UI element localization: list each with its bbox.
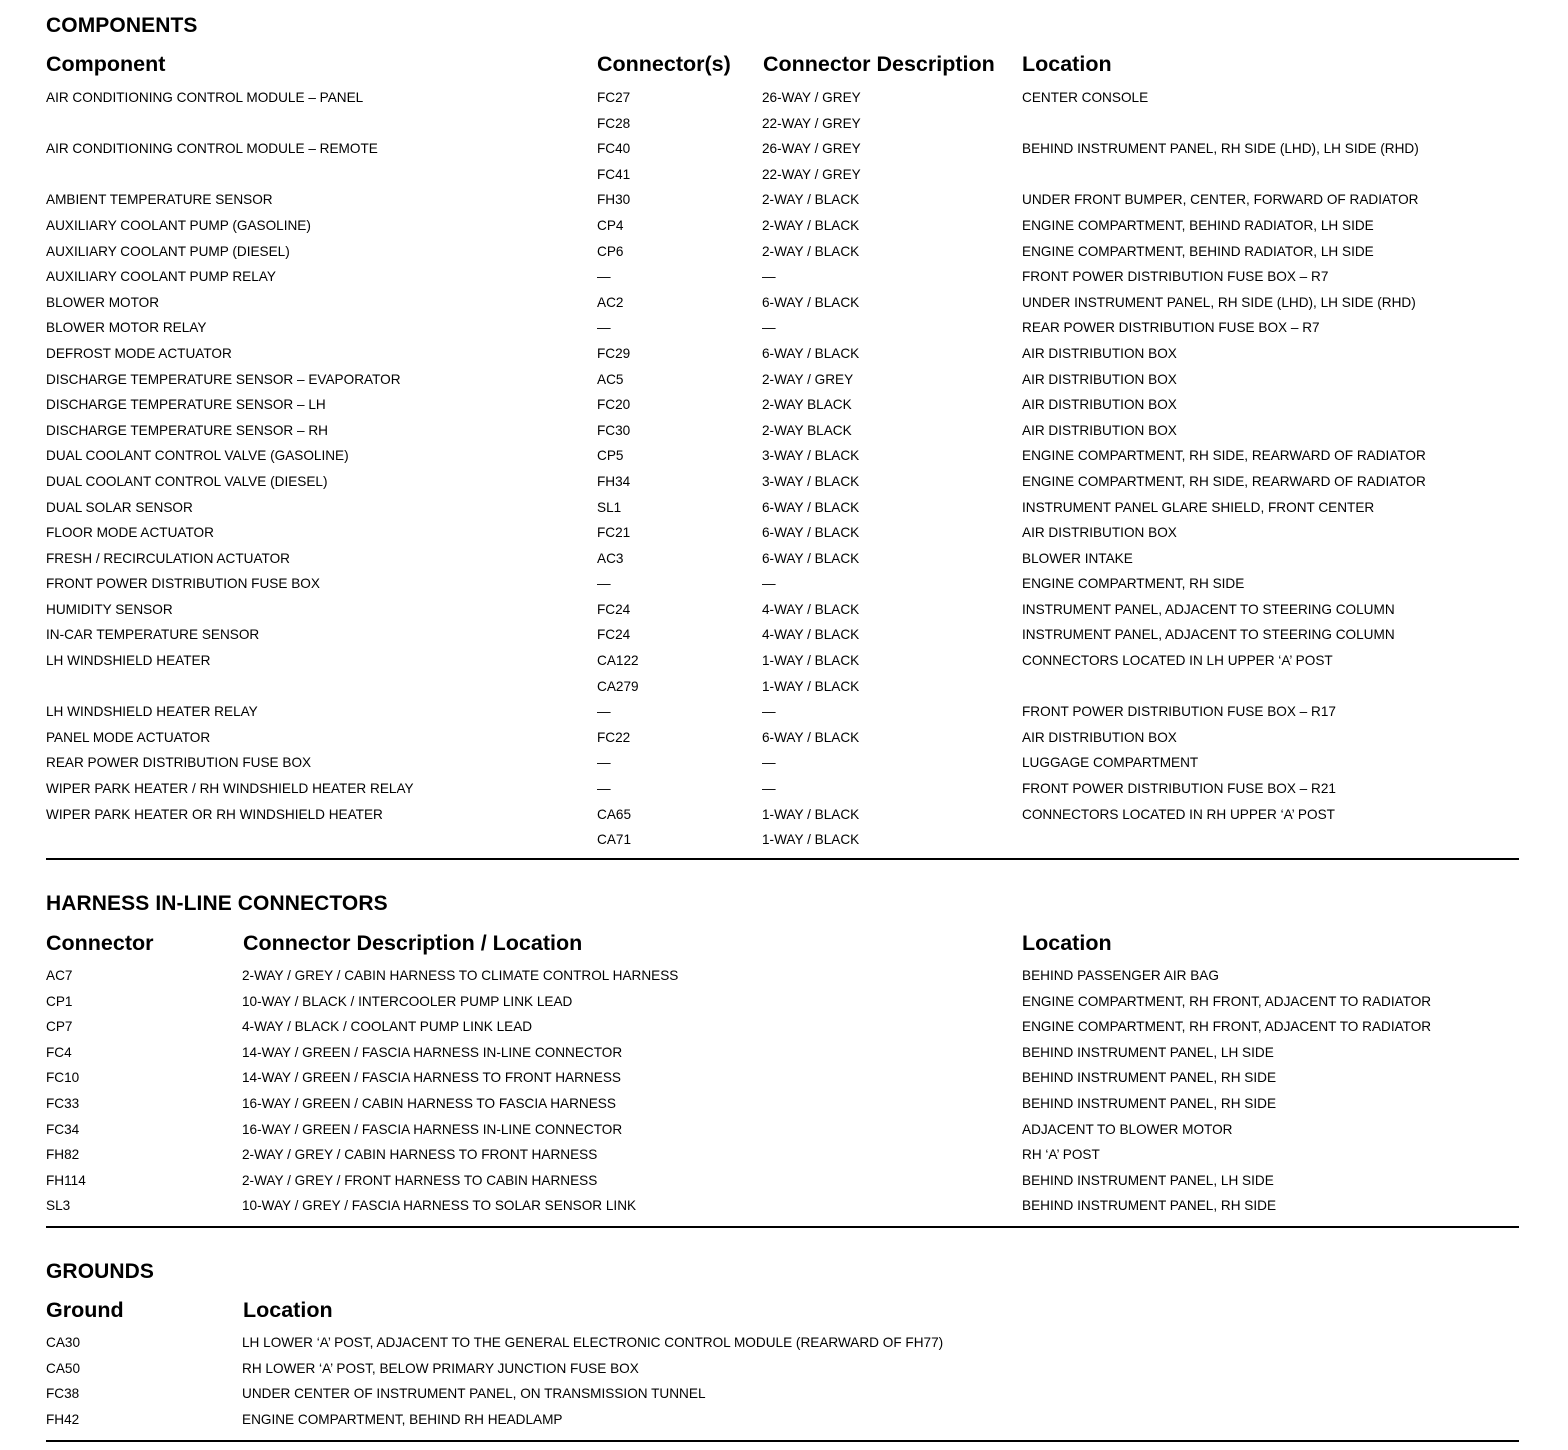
location-cell: ENGINE COMPARTMENT, RH SIDE — [1022, 576, 1245, 592]
table-row — [46, 1386, 1519, 1412]
component-name-cell: FRESH / RECIRCULATION ACTUATOR — [46, 550, 290, 566]
connector-id-cell: AC7 — [46, 968, 73, 983]
table-row — [46, 116, 1519, 142]
table-row — [46, 832, 1519, 858]
connector-description-cell: 2-WAY / BLACK — [762, 192, 860, 208]
grounds-header-ground: Ground — [46, 1298, 124, 1322]
table-row — [46, 704, 1519, 730]
connector-id-cell: CA71 — [597, 832, 632, 848]
location-cell: AIR DISTRIBUTION BOX — [1022, 371, 1177, 387]
connector-description-cell: 1-WAY / BLACK — [762, 678, 860, 694]
connector-description-cell: 14-WAY / GREEN / FASCIA HARNESS TO FRONT HARNESS — [242, 1070, 621, 1086]
table-row — [46, 141, 1519, 167]
connector-description-cell: 2-WAY BLACK — [762, 397, 852, 413]
connector-id-cell: FC28 — [597, 115, 631, 131]
ground-id-cell: CA30 — [46, 1335, 81, 1350]
connector-id-cell: SL1 — [597, 499, 622, 515]
connector-id-cell: — — [597, 704, 611, 720]
table-row — [46, 781, 1519, 807]
harness-table — [46, 968, 1519, 1224]
component-name-cell: DUAL SOLAR SENSOR — [46, 499, 193, 515]
location-cell: AIR DISTRIBUTION BOX — [1022, 397, 1177, 413]
location-cell: ENGINE COMPARTMENT, BEHIND RADIATOR, LH SIDE — [1022, 217, 1374, 233]
connector-description-cell: 3-WAY / BLACK — [762, 448, 860, 464]
location-cell: BEHIND INSTRUMENT PANEL, RH SIDE — [1022, 1198, 1277, 1214]
components-header-connectors: Connector(s) — [597, 52, 731, 76]
connector-id-cell: FC30 — [597, 422, 631, 438]
location-cell: ENGINE COMPARTMENT, BEHIND RH HEADLAMP — [242, 1411, 563, 1427]
connector-id-cell: FH34 — [597, 473, 631, 489]
connector-id-cell: FH82 — [46, 1147, 80, 1163]
connector-id-cell: FC4 — [46, 1044, 72, 1060]
location-cell: FRONT POWER DISTRIBUTION FUSE BOX – R7 — [1022, 269, 1329, 285]
connector-id-cell: CA122 — [597, 653, 639, 669]
connector-description-cell: 4-WAY / BLACK — [762, 627, 860, 643]
components-header-location: Location — [1022, 52, 1112, 76]
location-cell: BEHIND INSTRUMENT PANEL, RH SIDE — [1022, 1070, 1277, 1086]
connector-description-cell: 6-WAY / BLACK — [762, 294, 860, 310]
location-cell: RH LOWER ‘A’ POST, BELOW PRIMARY JUNCTION FUSE BOX — [242, 1360, 639, 1376]
component-name-cell: AIR CONDITIONING CONTROL MODULE – PANEL — [46, 90, 364, 105]
table-row — [46, 1335, 1519, 1361]
connector-description-cell: 6-WAY / BLACK — [762, 525, 860, 541]
connector-id-cell: FC40 — [597, 141, 631, 157]
component-name-cell: REAR POWER DISTRIBUTION FUSE BOX — [46, 755, 312, 771]
connector-id-cell: — — [597, 781, 611, 797]
grounds-table — [46, 1335, 1519, 1437]
connector-id-cell: FC34 — [46, 1121, 80, 1137]
connector-description-cell: 10-WAY / GREY / FASCIA HARNESS TO SOLAR SENSOR LINK — [242, 1198, 637, 1214]
table-row — [46, 602, 1519, 628]
location-cell: INSTRUMENT PANEL GLARE SHIELD, FRONT CENTER — [1022, 499, 1375, 515]
location-cell: UNDER CENTER OF INSTRUMENT PANEL, ON TRANSMISSION TUNNEL — [242, 1386, 706, 1402]
table-row — [46, 397, 1519, 423]
connector-description-cell: 6-WAY / BLACK — [762, 550, 860, 566]
component-name-cell: BLOWER MOTOR RELAY — [46, 320, 207, 336]
connector-description-cell: 1-WAY / BLACK — [762, 806, 860, 822]
component-name-cell: DISCHARGE TEMPERATURE SENSOR – EVAPORATOR — [46, 371, 401, 387]
component-name-cell: DUAL COOLANT CONTROL VALVE (DIESEL) — [46, 473, 328, 489]
component-name-cell: WIPER PARK HEATER OR RH WINDSHIELD HEATER — [46, 806, 383, 822]
table-row — [46, 1096, 1519, 1122]
location-cell: BEHIND PASSENGER AIR BAG — [1022, 968, 1219, 983]
connector-id-cell: AC5 — [597, 371, 624, 387]
table-row — [46, 1147, 1519, 1173]
table-row — [46, 994, 1519, 1020]
component-name-cell: DISCHARGE TEMPERATURE SENSOR – RH — [46, 422, 328, 438]
table-row — [46, 90, 1519, 116]
connector-id-cell: FC24 — [597, 601, 631, 617]
harness-divider — [46, 1226, 1519, 1228]
location-cell: INSTRUMENT PANEL, ADJACENT TO STEERING COLUMN — [1022, 627, 1395, 643]
table-row — [46, 269, 1519, 295]
location-cell: CONNECTORS LOCATED IN LH UPPER ‘A’ POST — [1022, 653, 1333, 669]
component-name-cell: FLOOR MODE ACTUATOR — [46, 525, 214, 541]
table-row — [46, 1173, 1519, 1199]
connector-description-cell: 22-WAY / GREY — [762, 166, 861, 182]
connector-description-cell: 3-WAY / BLACK — [762, 473, 860, 489]
grounds-divider — [46, 1440, 1519, 1442]
location-cell: AIR DISTRIBUTION BOX — [1022, 525, 1177, 541]
connector-id-cell: FC20 — [597, 397, 631, 413]
connector-id-cell: FC10 — [46, 1070, 80, 1086]
location-cell: RH ‘A’ POST — [1022, 1147, 1100, 1163]
connector-description-cell: 2-WAY BLACK — [762, 422, 852, 438]
components-divider — [46, 858, 1519, 860]
table-row — [46, 551, 1519, 577]
connector-id-cell: — — [597, 320, 611, 336]
table-row — [46, 755, 1519, 781]
table-row — [46, 423, 1519, 449]
table-row — [46, 372, 1519, 398]
connector-description-cell: 2-WAY / BLACK — [762, 217, 860, 233]
harness-header-description: Connector Description / Location — [243, 931, 583, 955]
location-cell: BEHIND INSTRUMENT PANEL, RH SIDE (LHD), LH SIDE (RHD) — [1022, 141, 1419, 157]
location-cell: AIR DISTRIBUTION BOX — [1022, 422, 1177, 438]
location-cell: UNDER INSTRUMENT PANEL, RH SIDE (LHD), LH SIDE (RHD) — [1022, 294, 1416, 310]
connector-description-cell: — — [762, 755, 776, 771]
connector-description-cell: — — [762, 576, 776, 592]
table-row — [46, 474, 1519, 500]
location-cell: AIR DISTRIBUTION BOX — [1022, 345, 1177, 361]
connector-description-cell: 6-WAY / BLACK — [762, 499, 860, 515]
component-name-cell: BLOWER MOTOR — [46, 294, 160, 310]
connector-description-cell: 26-WAY / GREY — [762, 90, 861, 105]
connector-description-cell: 2-WAY / GREY — [762, 371, 854, 387]
connector-id-cell: — — [597, 755, 611, 771]
location-cell: FRONT POWER DISTRIBUTION FUSE BOX – R17 — [1022, 704, 1336, 720]
connector-id-cell: FC27 — [597, 90, 631, 105]
connector-id-cell: CP7 — [46, 1019, 73, 1035]
connector-description-cell: 16-WAY / GREEN / CABIN HARNESS TO FASCIA HARNESS — [242, 1095, 616, 1111]
connector-description-cell: 26-WAY / GREY — [762, 141, 861, 157]
component-name-cell: DUAL COOLANT CONTROL VALVE (GASOLINE) — [46, 448, 349, 464]
harness-header-location: Location — [1022, 931, 1112, 955]
location-cell: UNDER FRONT BUMPER, CENTER, FORWARD OF RADIATOR — [1022, 192, 1419, 208]
connector-id-cell: AC3 — [597, 550, 624, 566]
table-row — [46, 192, 1519, 218]
harness-header-connector: Connector — [46, 931, 154, 955]
table-row — [46, 653, 1519, 679]
component-name-cell: HUMIDITY SENSOR — [46, 601, 173, 617]
connector-description-cell: 6-WAY / BLACK — [762, 345, 860, 361]
connector-description-cell: — — [762, 269, 776, 285]
ground-id-cell: FC38 — [46, 1386, 80, 1402]
connector-description-cell: 16-WAY / GREEN / FASCIA HARNESS IN-LINE CONNECTOR — [242, 1121, 623, 1137]
location-cell: BEHIND INSTRUMENT PANEL, LH SIDE — [1022, 1044, 1274, 1060]
connector-id-cell: CA279 — [597, 678, 639, 694]
location-cell: ENGINE COMPARTMENT, RH FRONT, ADJACENT TO RADIATOR — [1022, 993, 1432, 1009]
table-row — [46, 1019, 1519, 1045]
connector-description-cell: 10-WAY / BLACK / INTERCOOLER PUMP LINK LEAD — [242, 993, 573, 1009]
table-row — [46, 295, 1519, 321]
connector-id-cell: FH114 — [46, 1172, 86, 1188]
table-row — [46, 730, 1519, 756]
component-name-cell: WIPER PARK HEATER / RH WINDSHIELD HEATER RELAY — [46, 781, 414, 797]
connector-id-cell: CP5 — [597, 448, 624, 464]
table-row — [46, 244, 1519, 270]
ground-id-cell: FH42 — [46, 1411, 80, 1427]
component-name-cell: AMBIENT TEMPERATURE SENSOR — [46, 192, 273, 208]
table-row — [46, 1122, 1519, 1148]
table-row — [46, 500, 1519, 526]
table-row — [46, 627, 1519, 653]
table-row — [46, 1045, 1519, 1071]
table-row — [46, 679, 1519, 705]
location-cell: ADJACENT TO BLOWER MOTOR — [1022, 1121, 1233, 1137]
connector-description-cell: — — [762, 704, 776, 720]
components-header-component: Component — [46, 52, 166, 76]
location-cell: LUGGAGE COMPARTMENT — [1022, 755, 1199, 771]
location-cell: AIR DISTRIBUTION BOX — [1022, 729, 1177, 745]
components-section-title: COMPONENTS — [46, 14, 198, 37]
connector-id-cell: CP6 — [597, 243, 624, 259]
location-cell: CONNECTORS LOCATED IN RH UPPER ‘A’ POST — [1022, 806, 1335, 822]
component-name-cell: FRONT POWER DISTRIBUTION FUSE BOX — [46, 576, 320, 592]
connector-description-cell: 14-WAY / GREEN / FASCIA HARNESS IN-LINE CONNECTOR — [242, 1044, 623, 1060]
connector-id-cell: — — [597, 269, 611, 285]
location-cell: FRONT POWER DISTRIBUTION FUSE BOX – R21 — [1022, 781, 1336, 797]
connector-id-cell: — — [597, 576, 611, 592]
connector-description-cell: 22-WAY / GREY — [762, 115, 861, 131]
ground-id-cell: CA50 — [46, 1360, 81, 1376]
grounds-section-title: GROUNDS — [46, 1260, 155, 1283]
harness-section-title: HARNESS IN-LINE CONNECTORS — [46, 892, 388, 915]
table-row — [46, 576, 1519, 602]
location-cell: ENGINE COMPARTMENT, RH SIDE, REARWARD OF RADIATOR — [1022, 473, 1426, 489]
table-row — [46, 1070, 1519, 1096]
connector-description-cell: 2-WAY / BLACK — [762, 243, 860, 259]
component-name-cell: AIR CONDITIONING CONTROL MODULE – REMOTE — [46, 141, 378, 157]
table-row — [46, 448, 1519, 474]
location-cell: BEHIND INSTRUMENT PANEL, LH SIDE — [1022, 1172, 1274, 1188]
location-cell: BLOWER INTAKE — [1022, 550, 1133, 566]
location-cell: REAR POWER DISTRIBUTION FUSE BOX – R7 — [1022, 320, 1320, 336]
component-name-cell: LH WINDSHIELD HEATER RELAY — [46, 704, 258, 720]
table-row — [46, 1412, 1519, 1438]
connector-description-cell: 1-WAY / BLACK — [762, 653, 860, 669]
components-table — [46, 90, 1519, 858]
component-name-cell: LH WINDSHIELD HEATER — [46, 653, 211, 669]
component-name-cell: AUXILIARY COOLANT PUMP RELAY — [46, 269, 276, 285]
component-name-cell: AUXILIARY COOLANT PUMP (GASOLINE) — [46, 217, 311, 233]
connector-description-cell: — — [762, 781, 776, 797]
table-row — [46, 807, 1519, 833]
table-row — [46, 1198, 1519, 1224]
connector-description-cell: — — [762, 320, 776, 336]
connector-id-cell: SL3 — [46, 1198, 71, 1214]
component-name-cell: AUXILIARY COOLANT PUMP (DIESEL) — [46, 243, 290, 259]
table-row — [46, 218, 1519, 244]
connector-id-cell: FC41 — [597, 166, 631, 182]
component-name-cell: DEFROST MODE ACTUATOR — [46, 345, 232, 361]
grounds-header-location: Location — [243, 1298, 333, 1322]
table-row — [46, 1361, 1519, 1387]
location-cell: ENGINE COMPARTMENT, RH FRONT, ADJACENT TO RADIATOR — [1022, 1019, 1432, 1035]
connector-description-cell: 2-WAY / GREY / CABIN HARNESS TO FRONT HARNESS — [242, 1147, 598, 1163]
components-header-description: Connector Description — [763, 52, 995, 76]
component-name-cell: PANEL MODE ACTUATOR — [46, 729, 211, 745]
connector-id-cell: FC21 — [597, 525, 631, 541]
component-name-cell: DISCHARGE TEMPERATURE SENSOR – LH — [46, 397, 326, 413]
table-row — [46, 167, 1519, 193]
location-cell: ENGINE COMPARTMENT, RH SIDE, REARWARD OF RADIATOR — [1022, 448, 1426, 464]
connector-description-cell: 2-WAY / GREY / FRONT HARNESS TO CABIN HARNESS — [242, 1172, 598, 1188]
connector-id-cell: FC33 — [46, 1095, 80, 1111]
connector-description-cell: 6-WAY / BLACK — [762, 729, 860, 745]
component-name-cell: IN-CAR TEMPERATURE SENSOR — [46, 627, 260, 643]
connector-id-cell: FC29 — [597, 345, 631, 361]
connector-description-cell: 2-WAY / GREY / CABIN HARNESS TO CLIMATE CONTROL HARNESS — [242, 968, 679, 983]
connector-id-cell: CP1 — [46, 993, 73, 1009]
table-row — [46, 346, 1519, 372]
location-cell: CENTER CONSOLE — [1022, 90, 1149, 105]
connector-description-cell: 4-WAY / BLACK — [762, 601, 860, 617]
connector-id-cell: AC2 — [597, 294, 624, 310]
table-row — [46, 968, 1519, 994]
connector-id-cell: FC24 — [597, 627, 631, 643]
location-cell: ENGINE COMPARTMENT, BEHIND RADIATOR, LH SIDE — [1022, 243, 1374, 259]
connector-description-cell: 4-WAY / BLACK / COOLANT PUMP LINK LEAD — [242, 1019, 533, 1035]
connector-id-cell: CA65 — [597, 806, 632, 822]
location-cell: LH LOWER ‘A’ POST, ADJACENT TO THE GENERAL ELECTRONIC CONTROL MODULE (REARWARD OF FH77) — [242, 1335, 944, 1350]
table-row — [46, 320, 1519, 346]
location-cell: BEHIND INSTRUMENT PANEL, RH SIDE — [1022, 1095, 1277, 1111]
table-row — [46, 525, 1519, 551]
connector-description-cell: 1-WAY / BLACK — [762, 832, 860, 848]
connector-id-cell: FH30 — [597, 192, 631, 208]
location-cell: INSTRUMENT PANEL, ADJACENT TO STEERING COLUMN — [1022, 601, 1395, 617]
connector-id-cell: FC22 — [597, 729, 631, 745]
connector-id-cell: CP4 — [597, 217, 624, 233]
